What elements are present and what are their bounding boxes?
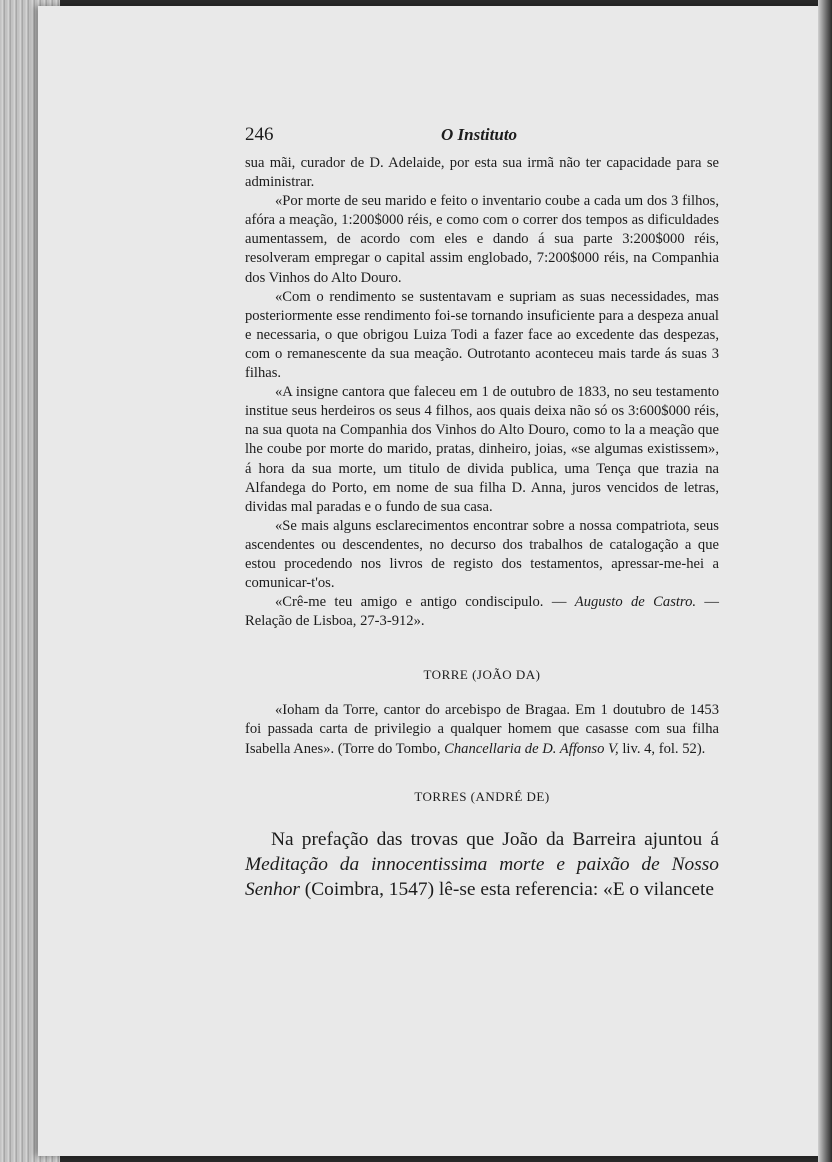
- signature-author: Augusto de Castro.: [574, 594, 697, 611]
- section-heading-torre: TORRE (JOÃO DA): [423, 667, 541, 683]
- page-right-edge: [818, 0, 832, 1162]
- torre-text-a: «Ioham da Torre, cantor do arcebispo de Bragaa. Em 1 doutubro de 1453 foi passada carta de privilegio a qualquer homem que casasse com sua filha Isabella Anes». (Torre do Tombo,: [245, 702, 719, 757]
- paragraph: «Se mais alguns esclarecimentos encontrar sobre a nossa compatriota, seus ascendentes ou descendentes, no decurso dos trabalhos de catalogação a que estou procedendo nos livros de registo dos testamentos, apressar-me-hei a comunicar-t'os.: [245, 517, 719, 592]
- running-title: O Instituto: [441, 125, 518, 144]
- torres-text-a: Na prefação das trovas que João da Barreira ajuntou á: [271, 828, 719, 850]
- torres-italic-a: Meditação da innocentissima morte e paixão de Nosso Senhor: [245, 853, 719, 900]
- torres-text-b: (Coimbra, 1547) lê-se esta referencia: «E o vilancete: [299, 878, 714, 900]
- section-torre-paragraph: [245, 701, 719, 758]
- paragraph: «Com o rendimento se sustentavam e supriam as suas necessidades, mas posteriormente esse rendimento foi-se tornando insuficiente para a despeza anual e necessaria, o que obrigou Luiza Todi a fazer face ao excedente das despezas, com o remanescente da sua meação. Outrotanto aconteceu mais tarde ás suas 3 filhas.: [245, 288, 719, 382]
- torre-text-b: liv. 4, fol. 52).: [618, 740, 706, 757]
- section-heading-torres: TORRES (ANDRÉ DE): [414, 788, 550, 804]
- page-number: 246: [245, 124, 274, 145]
- section-torres-paragraph: [245, 827, 719, 902]
- paragraph-continuation: sua mãi, curador de D. Adelaide, por esta sua irmã não ter capacidade para se administrar.: [245, 155, 719, 191]
- page-content: [245, 120, 719, 902]
- paragraph: «Por morte de seu marido e feito o inventario coube a cada um dos 3 filhos, afóra a meação, 1:200$000 réis, e como com o correr dos tempos as dificuldades aumentassem, de acordo com eles e dando á sua parte 3:200$000 réis, resolveram empregar o capital assim englobado, 7:200$000 réis, na Companhia dos Vinhos do Alto Douro.: [245, 193, 719, 286]
- page-header: [245, 120, 719, 154]
- letter-signature: [245, 593, 719, 631]
- torre-italic-a: Chancellaria de D. Affonso V,: [444, 740, 619, 757]
- signature-place-date: — Relação de Lisboa, 27-3-912».: [245, 594, 719, 630]
- signature-text: «Crê-me teu amigo e antigo condiscipulo. —: [275, 594, 575, 611]
- paragraph: «A insigne cantora que faleceu em 1 de outubro de 1833, no seu testamento institue seus herdeiros os seus 4 filhos, aos quais deixa não só os 3:600$000 réis, na sua quota na Companhia dos Vinhos do Alto Douro, como to la a meação que lhe coube por morte do marido, pratas, dinheiro, joias, «se algumas existissem», á hora da sua morte, um titulo de divida publica, uma Tença que trazia na Alfandega do Porto, em nome de sua filha D. Anna, juros vencidos de letras, dividas mal paradas e o fundo de sua casa.: [245, 384, 719, 515]
